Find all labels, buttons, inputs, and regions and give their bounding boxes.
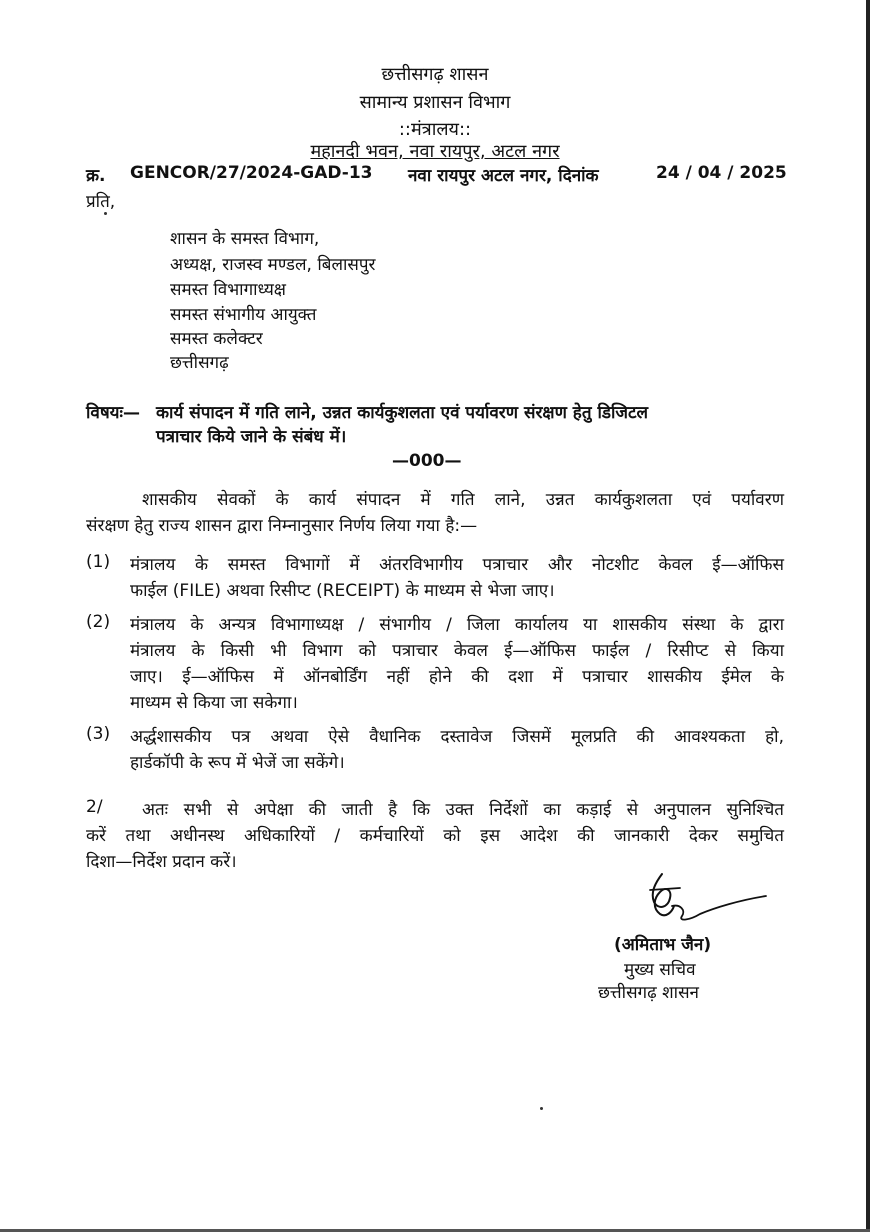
signatory-office: छत्तीसगढ़ शासन	[598, 983, 699, 1003]
point-number: (3)	[86, 724, 111, 744]
header-state: छत्तीसगढ़ शासन	[381, 64, 489, 85]
point-2-line-3: जाए। ई—ऑफिस में ऑनबोर्डिंग नहीं होने की दशा में पत्राचार शासकीय ईमेल के	[130, 667, 784, 687]
subject-text-1: कार्य संपादन में गति लाने, उन्नत कार्यकुशलता एवं पर्यावरण संरक्षण हेतु डिजिटल	[156, 403, 649, 423]
header-ministry: ::मंत्रालय::	[398, 119, 472, 140]
separator: —000—	[392, 451, 462, 471]
recipient: छत्तीसगढ़	[170, 353, 229, 373]
point-2-line-4: माध्यम से किया जा सकेगा।	[130, 693, 298, 713]
intro-line-1: शासकीय सेवकों के कार्य संपादन में गति लाने, उन्नत कार्यकुशलता एवं पर्यावरण	[142, 490, 784, 510]
para-2-line-1: अतः सभी से अपेक्षा की जाती है कि उक्त निर्देशों का कड़ाई से अनुपालन सुनिश्चित	[142, 800, 784, 820]
signatory-designation: मुख्य सचिव	[624, 960, 696, 980]
para-2-line-2: करें तथा अधीनस्थ अधिकारियों / कर्मचारियों को इस आदेश की जानकारी देकर समुचित	[86, 826, 784, 846]
ref-date: 24 / 04 / 2025	[656, 163, 787, 183]
subject-label: विषयः—	[86, 403, 140, 423]
para-number: 2/	[86, 797, 103, 817]
scan-edge-right	[866, 0, 870, 1232]
subject-line-1	[156, 400, 786, 423]
signatory-name: (अमिताभ जैन)	[614, 935, 712, 955]
intro-line-2: संरक्षण हेतु राज्य शासन द्वारा निम्नानुसार निर्णय लिया गया है:—	[86, 516, 478, 536]
header-department: सामान्य प्रशासन विभाग	[359, 92, 511, 113]
ref-place-date-label: नवा रायपुर अटल नगर, दिनांक	[408, 166, 599, 186]
recipient: अध्यक्ष, राजस्व मण्डल, बिलासपुर	[170, 255, 376, 275]
recipient: समस्त कलेक्टर	[170, 329, 263, 349]
stray-mark	[104, 212, 107, 215]
point-number: (1)	[86, 552, 111, 572]
point-3-line-2: हार्डकॉपी के रूप में भेजें जा सकेंगे।	[130, 753, 345, 773]
to-label: प्रति,	[86, 192, 116, 212]
point-2-line-2: मंत्रालय के किसी भी विभाग को पत्राचार केवल ई—ऑफिस फाईल / रिसीप्ट से किया	[130, 641, 784, 661]
recipient: शासन के समस्त विभाग,	[170, 229, 320, 249]
stray-mark	[540, 1107, 543, 1110]
point-number: (2)	[86, 612, 111, 632]
signature-image	[610, 868, 770, 930]
point-1-line-2: फाईल (FILE) अथवा रिसीप्ट (RECEIPT) के माध्यम से भेजा जाए।	[130, 581, 555, 601]
ref-number: GENCOR/27/2024-GAD-13	[130, 163, 373, 183]
point-1-line-1: मंत्रालय के समस्त विभागों में अंतरविभागीय पत्राचार और नोटशीट केवल ई—ऑफिस	[130, 555, 784, 575]
subject-line-2: पत्राचार किये जाने के संबंध में।	[156, 427, 347, 447]
recipient: समस्त संभागीय आयुक्त	[170, 305, 317, 325]
ref-label: क्र.	[86, 166, 106, 186]
point-3-line-1: अर्द्धशासकीय पत्र अथवा ऐसे वैधानिक दस्तावेज जिसमें मूलप्रति की आवश्यकता हो,	[130, 727, 784, 747]
recipient: समस्त विभागाध्यक्ष	[170, 280, 286, 300]
para-2-line-3: दिशा—निर्देश प्रदान करें।	[86, 852, 237, 872]
header-address: महानदी भवन, नवा रायपुर, अटल नगर	[310, 141, 560, 162]
point-2-line-1: मंत्रालय के अन्यत्र विभागाध्यक्ष / संभागीय / जिला कार्यालय या शासकीय संस्था के द्वारा	[130, 615, 784, 635]
